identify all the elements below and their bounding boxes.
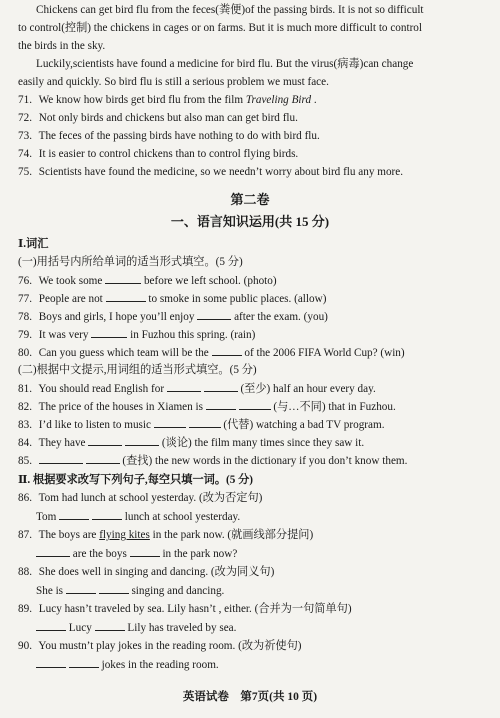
sub-instruction: (一)用括号内所给单词的适当形式填空。(5 分) [18,256,243,268]
question-78: 78. Boys and girls, I hope you’ll enjoy after the exam. (you) [18,311,328,323]
passage-line: easily and quickly. So bird flu is still a serious problem we must face. [18,76,329,88]
question-75: 75. Scientists have found the medicine, so we needn’t worry about bird flu any more. [18,166,404,178]
page-footer: 英语试卷 第7页(共 10 页) [182,691,318,703]
question-72: 72. Not only birds and chickens but also man can get bird flu. [18,112,298,124]
question-84: 84. They have (谈论) the film many times since they saw it. [18,437,365,449]
question-81: 81. You should read English for (至少) half an hour every day. [18,383,376,395]
answer-blank[interactable] [167,381,201,392]
question-83: 83. I’d like to listen to music (代替) watching a bad TV program. [18,419,385,431]
answer-blank[interactable] [95,620,125,631]
question-87: 87. The boys are flying kites in the park now. (就画线部分提问) [18,529,314,541]
question-89: 89. Lucy hasn’t traveled by sea. Lily hasn’t , either. (合并为一句简单句) [18,603,352,615]
answer-line-89: Lucy Lily has traveled by sea. [36,620,486,635]
question-74: 74. It is easier to control chickens than to control flying birds. [18,148,299,160]
answer-blank[interactable] [92,509,122,520]
answer-blank[interactable] [130,546,160,557]
answer-blank[interactable] [88,435,122,446]
passage-line: the birds in the sky. [18,40,106,52]
question-86: 86. Tom had lunch at school yesterday. (改为否定句) [18,492,263,504]
answer-blank[interactable] [189,417,221,428]
question-90: 90. You mustn’t play jokes in the reading room. (改为祈使句) [18,640,302,652]
vocab-heading: Ⅰ.词汇 [18,238,49,250]
question-88: 88. She does well in singing and dancing. (改为同义句) [18,566,275,578]
answer-blank[interactable] [239,399,271,410]
answer-line-88: She is singing and dancing. [36,585,225,597]
answer-blank[interactable] [86,453,120,464]
answer-blank[interactable] [91,327,127,338]
answer-blank[interactable] [69,657,99,668]
passage-line: Luckily,scientists have found a medicine for bird flu. But the virus(病毒)can change [36,58,414,70]
answer-blank[interactable] [125,435,159,446]
passage-line: Chickens can get bird flu from the feces(粪便)of the passing birds. It is not so difficult [36,4,424,16]
answer-blank[interactable] [206,399,236,410]
question-76: 76. We took some before we left school. (photo) [18,275,277,287]
answer-blank[interactable] [36,546,70,557]
question-82: 82. The price of the houses in Xiamen is (与…不同) that in Fuzhou. [18,401,396,413]
answer-line-87: are the boys in the park now? [36,546,486,561]
passage-line: to control(控制) the chickens in cages or on farms. But it is much more difficult to control [18,22,423,34]
part-title: 第二卷 [230,192,270,207]
answer-blank[interactable] [36,620,66,631]
question-77: 77. People are not to smoke in some public places. (allow) [18,293,327,305]
sub-instruction: (二)根据中文提示,用词组的适当形式填空。(5 分) [18,364,257,376]
answer-line-86: Tom lunch at school yesterday. [36,511,241,523]
answer-blank[interactable] [66,583,96,594]
answer-blank[interactable] [59,509,89,520]
answer-blank[interactable] [36,657,66,668]
section-title: 一、语言知识运用(共 15 分) [170,214,330,229]
question-71: 71. We know how birds get bird flu from the film Traveling Bird . [18,94,317,106]
question-79: 79. It was very in Fuzhou this spring. (rain) [18,329,256,341]
answer-blank[interactable] [212,345,242,356]
answer-blank[interactable] [204,381,238,392]
question-85: 85. (查找) the new words in the dictionary if you don’t know them. [18,455,408,467]
question-80: 80. Can you guess which team will be the of the 2006 FIFA World Cup? (win) [18,347,405,359]
answer-blank[interactable] [154,417,186,428]
answer-blank[interactable] [39,453,83,464]
rewrite-heading: Ⅱ. 根据要求改写下列句子,每空只填一词。(5 分) [18,474,254,486]
answer-line-90: jokes in the reading room. [36,657,486,672]
answer-blank[interactable] [99,583,129,594]
answer-blank[interactable] [197,309,231,320]
question-73: 73. The feces of the passing birds have nothing to do with bird flu. [18,130,320,142]
answer-blank[interactable] [106,291,146,302]
answer-blank[interactable] [105,273,141,284]
